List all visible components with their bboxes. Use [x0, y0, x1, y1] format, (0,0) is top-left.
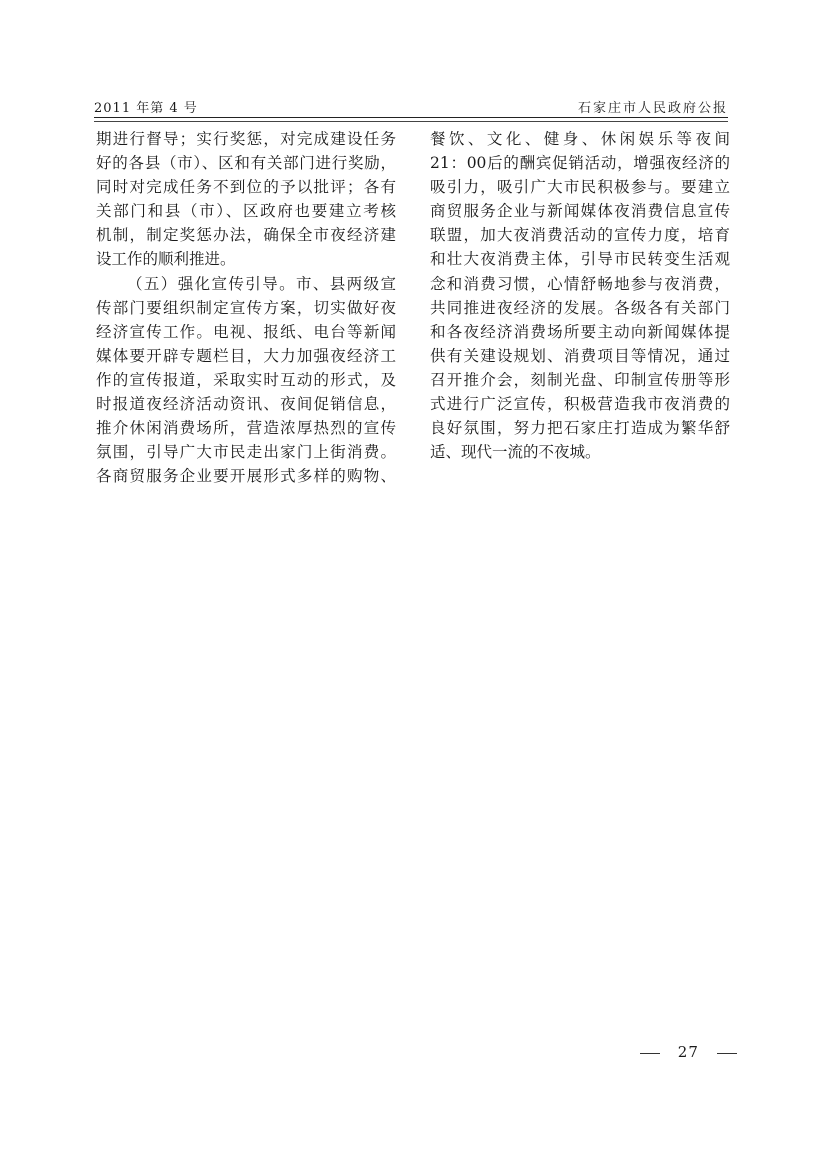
text-line: 关部门和县（市）、区政府也要建立考核 — [96, 202, 396, 221]
text-line: 设工作的顺利推进。 — [96, 250, 236, 269]
text-line: 各商贸服务企业要开展形式多样的购物、 — [96, 467, 396, 486]
text-line: 传部门要组织制定宣传方案，切实做好夜 — [96, 298, 396, 317]
section-heading-line: （五）强化宣传引导。市、县两级宣 — [127, 274, 396, 293]
text-line: 同时对完成任务不到位的予以批评；各有 — [96, 178, 396, 197]
text-line: 念和消费习惯，心情舒畅地参与夜消费， — [430, 274, 730, 293]
left-column — [96, 127, 396, 488]
text-line: 餐饮、文化、健身、休闲娱乐等夜间 — [430, 130, 730, 148]
text-line: 推介休闲消费场所，营造浓厚热烈的宣传 — [96, 419, 396, 438]
text-line: 好的各县（市）、区和有关部门进行奖励， — [96, 154, 396, 173]
text-line: 媒体要开辟专题栏目，大力加强夜经济工 — [96, 346, 396, 365]
text-line: 联盟，加大夜消费活动的宣传力度，培育 — [430, 226, 730, 245]
text-line: 经济宣传工作。电视、报纸、电台等新闻 — [96, 322, 396, 341]
running-header — [94, 95, 728, 117]
text-line: 期进行督导；实行奖惩，对完成建设任务 — [96, 130, 396, 148]
text-line: 供有关建设规划、消费项目等情况，通过 — [430, 346, 730, 365]
right-column — [430, 127, 730, 464]
text-line: 时报道夜经济活动资讯、夜间促销信息， — [96, 395, 396, 414]
text-line: 共同推进夜经济的发展。各级各有关部门 — [430, 298, 730, 317]
text-line: 召开推介会，刻制光盘、印制宣传册等形 — [430, 370, 730, 389]
text-line: 和各夜经济消费场所要主动向新闻媒体提 — [430, 322, 730, 341]
header-rule-thick — [94, 117, 728, 118]
text-line: 良好氛围，努力把石家庄打造成为繁华舒 — [430, 419, 730, 438]
footer-dash-left — [640, 1053, 660, 1054]
text-line: 适、现代一流的不夜城。 — [430, 443, 601, 462]
text-line: 氛围，引导广大市民走出家门上街消费。 — [96, 443, 396, 462]
text-line: 商贸服务企业与新闻媒体夜消费信息宣传 — [430, 202, 730, 221]
page-footer — [640, 1043, 737, 1061]
footer-dash-right — [717, 1053, 737, 1054]
text-line: 和壮大夜消费主体，引导市民转变生活观 — [430, 250, 730, 269]
issue-label: 2011 年第 4 号 — [94, 101, 198, 116]
text-line: 式进行广泛宣传，积极营造我市夜消费的 — [430, 395, 730, 414]
page-number: 27 — [677, 1043, 699, 1061]
text-line: 机制，制定奖惩办法，确保全市夜经济建 — [96, 226, 396, 245]
text-line: 吸引力，吸引广大市民积极参与。要建立 — [430, 178, 730, 197]
header-rule-thin — [94, 121, 728, 122]
publication-title: 石家庄市人民政府公报 — [577, 101, 728, 116]
text-line: 21：00后的酬宾促销活动，增强夜经济的 — [430, 154, 730, 173]
text-line: 作的宣传报道，采取实时互动的形式，及 — [96, 370, 396, 389]
